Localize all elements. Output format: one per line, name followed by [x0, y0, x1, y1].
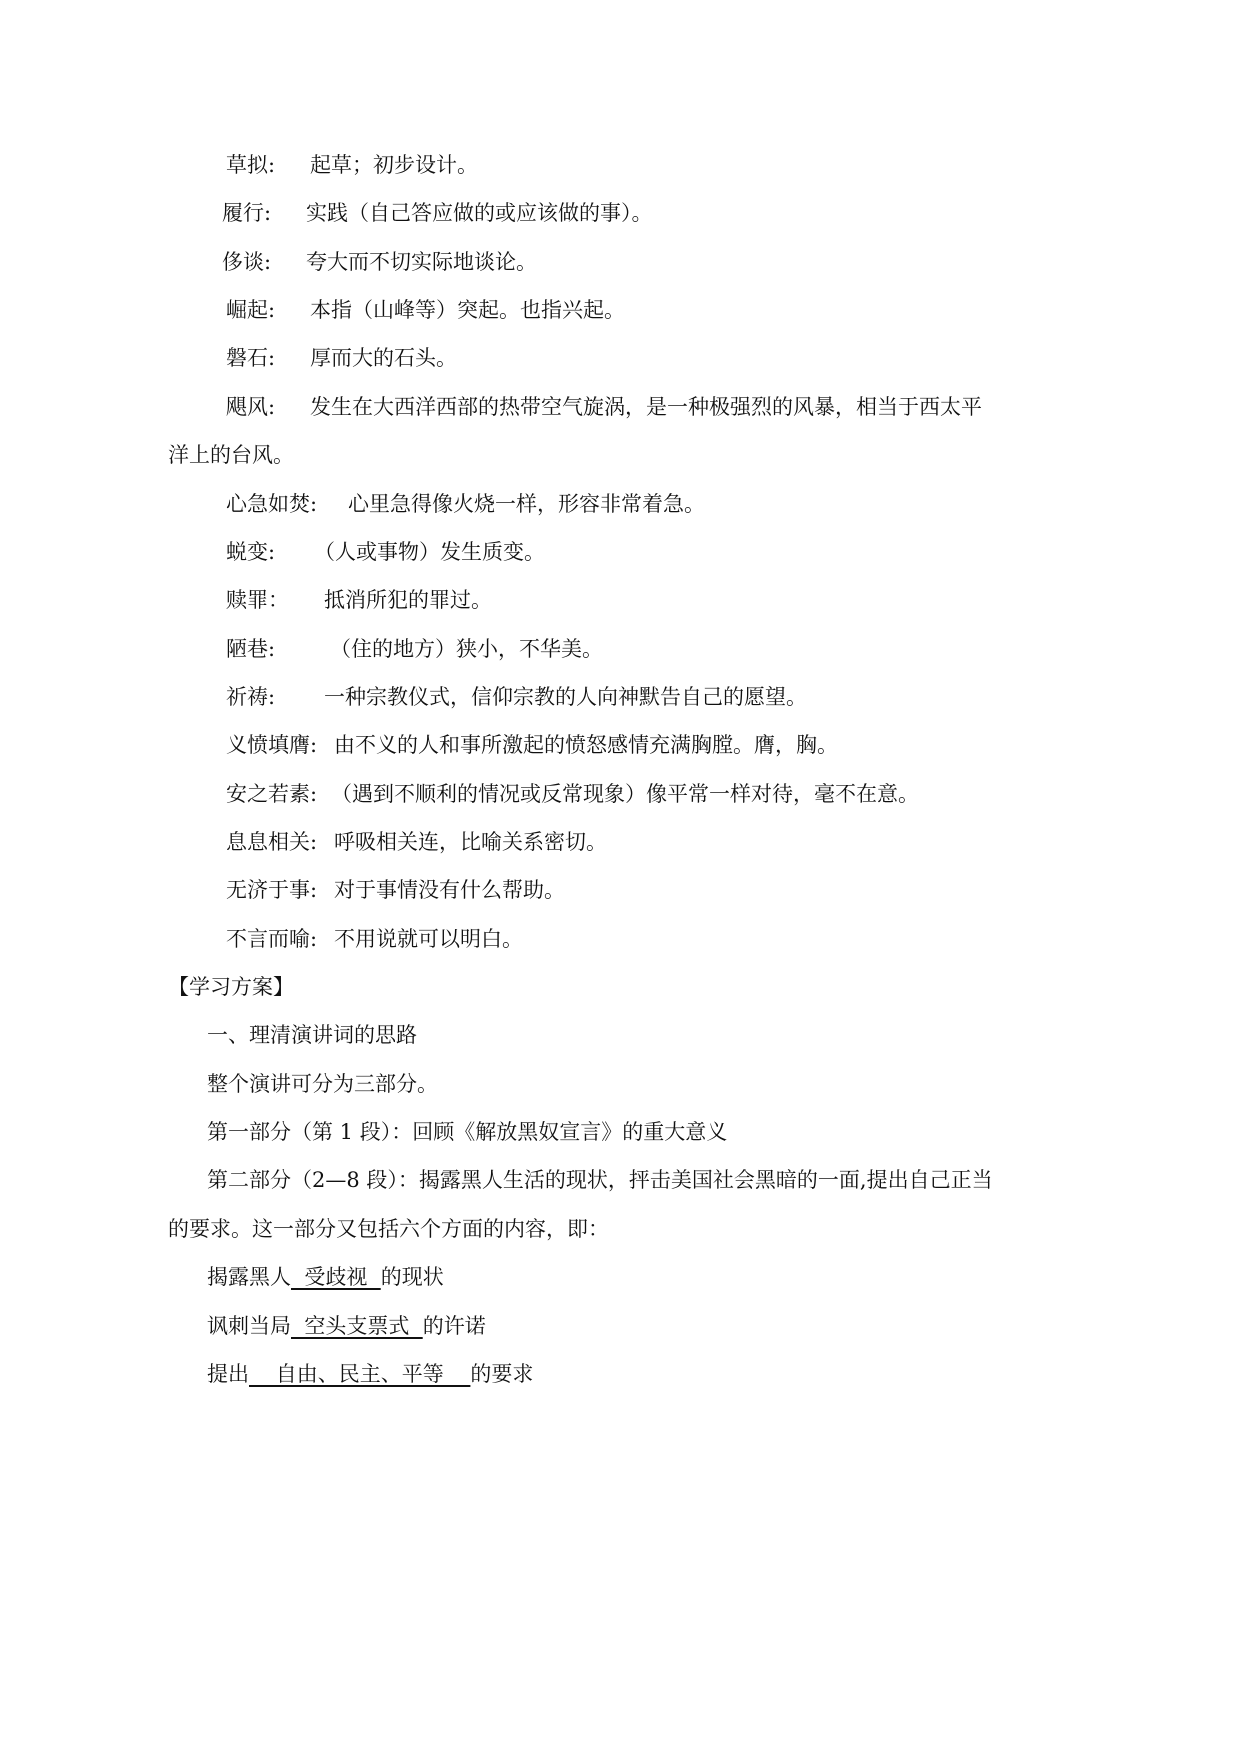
glossary-entry [226, 731, 838, 759]
item-suffix: 的要求 [470, 1362, 534, 1386]
glossary-term: 无济于事: [226, 878, 318, 902]
glossary-entry [226, 490, 705, 518]
glossary-definition: 发生在大西洋西部的热带空气旋涡，是一种极强烈的风暴，相当于西太平 [310, 395, 982, 419]
glossary-definition: 一种宗教仪式，信仰宗教的人向神默告自己的愿望。 [324, 685, 807, 709]
outline-part-1: 第一部分（第 1 段）：回顾《解放黑奴宣言》的重大意义 [207, 1120, 728, 1144]
glossary-term: 草拟: [226, 153, 276, 177]
glossary-term: 不言而喻: [226, 927, 318, 951]
glossary-term: 心急如焚: [226, 492, 318, 516]
glossary-term: 息息相关: [226, 830, 318, 854]
glossary-term: 侈谈: [222, 250, 272, 274]
glossary-term: 崛起: [226, 298, 276, 322]
glossary-term: 蜕变: [226, 540, 276, 564]
item-suffix: 的现状 [380, 1265, 444, 1289]
glossary-definition: 由不义的人和事所激起的愤怒感情充满胸膛。膺，胸。 [334, 733, 838, 757]
glossary-term: 飓风: [226, 395, 276, 419]
glossary-entry [226, 925, 523, 953]
glossary-entry [226, 344, 457, 372]
fill-blank-item [207, 1312, 486, 1340]
item-answer-blank: 自由、民主、平等 [249, 1362, 471, 1386]
glossary-entry [226, 683, 807, 711]
glossary-entry [226, 780, 919, 808]
glossary-term: 磐石: [226, 346, 276, 370]
item-prefix: 讽刺当局 [207, 1314, 291, 1338]
glossary-entry [226, 635, 603, 663]
glossary-definition: 抵消所犯的罪过。 [324, 588, 492, 612]
item-prefix: 揭露黑人 [207, 1265, 291, 1289]
glossary-entry [226, 876, 565, 904]
glossary-definition: 呼吸相关连，比喻关系密切。 [334, 830, 607, 854]
outline-part-2-continuation: 的要求。这一部分又包括六个方面的内容，即： [168, 1217, 609, 1241]
glossary-entry [222, 248, 537, 276]
glossary-definition: 夸大而不切实际地谈论。 [306, 250, 537, 274]
glossary-definition: 不用说就可以明白。 [334, 927, 523, 951]
glossary-definition: （人或事物）发生质变。 [314, 540, 545, 564]
item-answer-blank: 空头支票式 [291, 1314, 423, 1338]
glossary-term: 安之若素: [226, 782, 318, 806]
glossary-definition-continuation: 洋上的台风。 [168, 443, 294, 467]
glossary-definition: 本指（山峰等）突起。也指兴起。 [310, 298, 625, 322]
glossary-entry [226, 151, 478, 179]
item-prefix: 提出 [207, 1362, 249, 1386]
glossary-entry [226, 586, 492, 614]
section-heading: 【学习方案】 [168, 975, 294, 999]
glossary-entry [226, 393, 982, 421]
glossary-entry [226, 538, 545, 566]
glossary-definition: 心里急得像火烧一样，形容非常着急。 [348, 492, 705, 516]
fill-blank-item [207, 1263, 444, 1291]
glossary-term: 祈祷: [226, 685, 276, 709]
glossary-term: 履行: [222, 201, 272, 225]
glossary-definition: 实践（自己答应做的或应该做的事）。 [306, 201, 653, 225]
glossary-definition: 厚而大的石头。 [310, 346, 457, 370]
glossary-entry [222, 199, 653, 227]
glossary-entry [226, 828, 607, 856]
glossary-definition: 起草；初步设计。 [310, 153, 478, 177]
glossary-definition: 对于事情没有什么帮助。 [334, 878, 565, 902]
glossary-term: 赎罪： [226, 588, 289, 612]
glossary-term: 义愤填膺: [226, 733, 318, 757]
glossary-entry [226, 296, 625, 324]
item-answer-blank: 受歧视 [291, 1265, 381, 1289]
glossary-term: 陋巷: [226, 637, 276, 661]
glossary-definition: （住的地方）狭小，不华美。 [330, 637, 603, 661]
outline-part-2: 第二部分（2—8 段）：揭露黑人生活的现状，抨击美国社会黑暗的一面,提出自己正当 [207, 1168, 993, 1192]
outline-intro: 整个演讲可分为三部分。 [207, 1072, 438, 1096]
fill-blank-item [207, 1360, 533, 1388]
glossary-definition: （遇到不顺利的情况或反常现象）像平常一样对待，毫不在意。 [331, 782, 919, 806]
outline-heading: 一、理清演讲词的思路 [207, 1023, 417, 1047]
item-suffix: 的许诺 [422, 1314, 486, 1338]
